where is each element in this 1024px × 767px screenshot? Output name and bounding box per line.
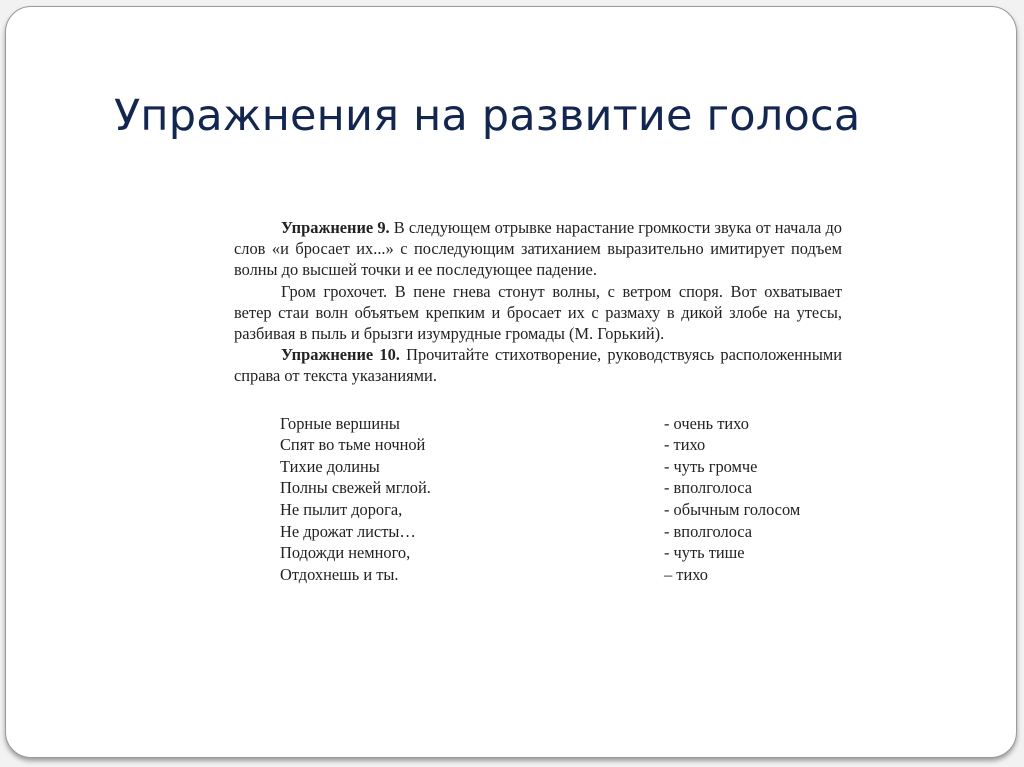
- poem-direction: - чуть громче: [664, 456, 758, 476]
- poem-row: [280, 456, 840, 478]
- document-scan: [234, 217, 842, 585]
- poem-line: Не пылит дорога,: [280, 500, 403, 519]
- poem-line: Полны свежей мглой.: [280, 478, 431, 498]
- quote-paragraph: Гром грохочет. В пене гнева стонут волны, с ветром споря. Вот охватывает ветер стаи волн объятьем крепким и бросает их с размаху в дикой злобе на утесы, разбивая в пыль и брызги изумрудные громады (М. Горький).: [234, 281, 842, 344]
- poem-line: Подожди немного,: [280, 543, 411, 563]
- poem-row: [280, 413, 840, 435]
- exercise-9-text: В следующем отрывке нарастание громкости звука от начала до слов «и бросает их...» с последующим затиханием выразительно имитирует подъем волны до высшей точки и ее последующее падение.: [234, 218, 842, 280]
- poem-row: [280, 521, 840, 543]
- poem-line: Не дрожат листы…: [280, 521, 416, 541]
- poem-row: [280, 499, 840, 521]
- poem-row: [280, 477, 840, 499]
- poem-row: [280, 434, 840, 456]
- poem-direction: - вполголоса: [664, 521, 753, 541]
- exercise-10-text: Прочитайте стихотворение, руководствуясь расположенными справа от текста указаниями.: [234, 345, 842, 386]
- poem-direction: - чуть тише: [664, 543, 745, 563]
- poem-row: [280, 542, 840, 564]
- poem-line: Горные вершины: [280, 413, 400, 433]
- exercise-10-label: Упражнение 10.: [281, 345, 400, 365]
- slide-title: Упражнения на развитие голоса: [114, 91, 861, 141]
- slide: [5, 6, 1017, 758]
- poem-direction: - очень тихо: [664, 413, 749, 433]
- poem-line: Спят во тьме ночной: [280, 435, 426, 455]
- poem-row: [280, 564, 840, 586]
- poem: [280, 413, 840, 586]
- poem-direction: - тихо: [664, 435, 706, 455]
- poem-direction: - вполголоса: [664, 478, 753, 498]
- exercise-9-paragraph: [234, 217, 842, 281]
- poem-direction: - обычным голосом: [664, 500, 801, 519]
- poem-line: Тихие долины: [280, 456, 380, 476]
- poem-line: Отдохнешь и ты.: [280, 564, 399, 584]
- poem-direction: – тихо: [664, 564, 708, 584]
- exercise-9-label: Упражнение 9.: [281, 218, 390, 237]
- exercise-10-paragraph: [234, 344, 842, 386]
